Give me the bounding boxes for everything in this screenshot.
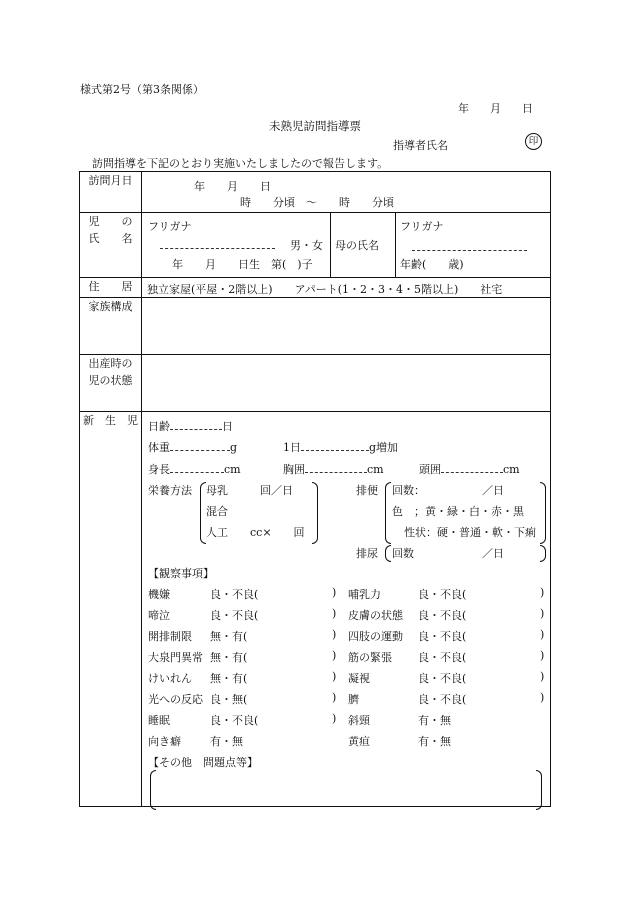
obs-right-value[interactable]: 良・不良( [418, 672, 467, 685]
obs-right-value[interactable]: 良・不良( [418, 630, 467, 643]
obs-left-close: ) [332, 586, 337, 599]
obs-right-value[interactable]: 良・不良( [418, 588, 467, 601]
child-name-label [80, 213, 142, 278]
birth-state-field[interactable] [142, 355, 551, 412]
chest-input[interactable] [305, 461, 367, 473]
child-furigana: フリガナ [148, 220, 192, 233]
child-sex: 男・女 [290, 239, 323, 252]
newborn-label: 新 生 児 [80, 412, 142, 807]
mother-age: 年齢( 歳) [400, 258, 464, 271]
family-label: 家族構成 [80, 298, 142, 355]
feeding-breast-value: 回／日 [260, 484, 293, 497]
form-number: 様式第2号（第3条関係） [80, 83, 204, 96]
obs-left-label: 大泉門異常 [148, 651, 203, 664]
obs-left-value[interactable]: 無・有( [210, 651, 248, 664]
obs-right-label: 筋の緊張 [348, 651, 392, 664]
visit-date-line: 年 月 日 [194, 180, 271, 193]
obs-left-label: けいれん [148, 672, 192, 685]
obs-left-label: 開排制限 [148, 630, 192, 643]
age-unit: 日 [222, 420, 233, 433]
obs-left-label: 向き癖 [148, 735, 181, 748]
head-row [419, 461, 520, 477]
weight-unit: g [230, 441, 238, 454]
obs-left-label: 光への反応 [148, 693, 203, 706]
residence-field[interactable] [142, 278, 551, 298]
obs-left-label: 機嫌 [148, 588, 170, 601]
obs-right-close: ) [540, 670, 545, 683]
obs-left-value[interactable]: 良・無( [210, 693, 248, 706]
other-bracket-right [536, 770, 542, 810]
obs-right-label: 皮膚の状態 [348, 609, 403, 622]
other-heading: 【その他 問題点等】 [148, 756, 258, 769]
obs-right-close: ) [540, 586, 545, 599]
visit-date-field[interactable] [142, 172, 551, 213]
stool-count-value: ／日 [482, 484, 504, 497]
chest-unit: cm [367, 463, 384, 476]
head-input[interactable] [441, 461, 503, 473]
birth-state-label-top: 出産時の [88, 357, 133, 370]
newborn-field [142, 412, 551, 807]
obs-right-value[interactable]: 有・無 [418, 714, 451, 727]
obs-right-value[interactable]: 良・不良( [418, 651, 467, 664]
obs-right-label: 四肢の運動 [348, 630, 403, 643]
date-year: 年 [458, 102, 469, 115]
mother-furigana: フリガナ [400, 220, 444, 233]
stool-bracket-right [540, 482, 546, 544]
child-name-field[interactable] [142, 213, 551, 278]
age-label: 日齢 [148, 420, 170, 433]
height-unit: cm [224, 463, 241, 476]
obs-right-label: 臍 [348, 693, 359, 706]
child-name-line[interactable] [160, 237, 275, 249]
stool-count: 回数： [392, 484, 425, 497]
visit-guidance-form [79, 171, 551, 807]
stool-color: 色 ；黄・緑・白・赤・黒 [392, 505, 524, 518]
obs-right-label: 斜頸 [348, 714, 370, 727]
obs-left-value[interactable]: 無・有( [210, 630, 248, 643]
residence-options: 独立家屋(平屋・2階以上) アパート(1・2・3・4・5階以上) 社宅 [147, 283, 503, 296]
obs-left-close: ) [332, 670, 337, 683]
height-label: 身長 [148, 463, 170, 476]
obs-left-value[interactable]: 無・有( [210, 672, 248, 685]
head-unit: cm [503, 463, 520, 476]
obs-right-close: ) [540, 628, 545, 641]
obs-right-value[interactable]: 良・不良( [418, 693, 467, 706]
height-input[interactable] [170, 461, 224, 473]
obs-left-value[interactable]: 良・不良( [210, 588, 259, 601]
obs-right-value[interactable]: 有・無 [418, 735, 451, 748]
obs-left-value[interactable]: 良・不良( [210, 609, 259, 622]
child-label-bottom: 氏 名 [88, 232, 133, 245]
age-row [148, 418, 233, 434]
observations-heading: 【観察事項】 [148, 567, 214, 580]
feeding-breast: 母乳 [206, 484, 228, 497]
birth-state-label [80, 355, 142, 412]
urine-label: 排尿 [356, 547, 378, 560]
obs-left-label: 啼泣 [148, 609, 170, 622]
obs-left-value[interactable]: 良・不良( [210, 714, 259, 727]
obs-left-close: ) [332, 607, 337, 620]
daily-gain-row [283, 439, 398, 455]
seal-mark: 印 [525, 133, 542, 150]
mother-name-line[interactable] [412, 239, 527, 251]
obs-right-value[interactable]: 良・不良( [418, 609, 467, 622]
obs-left-close: ) [332, 649, 337, 662]
mother-name-label: 母の氏名 [335, 239, 379, 252]
family-field[interactable] [142, 298, 551, 355]
feeding-formula: 人工 [206, 526, 228, 539]
weight-input[interactable] [170, 439, 230, 451]
urine-bracket-left [385, 545, 391, 562]
obs-left-close: ) [332, 628, 337, 641]
date-day: 日 [522, 102, 533, 115]
feeding-formula-value: cc× 回 [250, 526, 305, 539]
weight-row [148, 439, 237, 455]
obs-right-label: 哺乳力 [348, 588, 381, 601]
obs-right-close: ) [540, 607, 545, 620]
urine-count-value: ／日 [482, 547, 504, 560]
daily-gain-unit: g増加 [369, 441, 399, 454]
urine-bracket-right [540, 545, 546, 562]
visit-time-line: 時 分頃 ～ 時 分頃 [240, 196, 394, 209]
age-input[interactable] [170, 418, 222, 430]
obs-right-label: 凝視 [348, 672, 370, 685]
stool-bracket-left [385, 482, 391, 544]
daily-gain-input[interactable] [301, 439, 369, 451]
report-date [458, 100, 554, 116]
weight-label: 体重 [148, 441, 170, 454]
obs-right-close: ) [540, 691, 545, 704]
feeding-label: 栄養方法 [148, 484, 192, 497]
obs-left-value[interactable]: 有・無 [210, 735, 243, 748]
residence-label: 住 居 [80, 278, 142, 298]
chest-row [283, 461, 384, 477]
obs-left-label: 睡眠 [148, 714, 170, 727]
child-birth: 年 月 日生 第( )子 [172, 258, 313, 271]
height-row [148, 461, 241, 477]
feeding-mixed: 混合 [206, 505, 228, 518]
feeding-bracket-right [312, 482, 318, 544]
leader-name-label: 指導者氏名 [393, 139, 448, 152]
visit-date-label: 訪問月日 [80, 172, 142, 213]
date-month: 月 [490, 102, 501, 115]
head-label: 頭囲 [419, 463, 441, 476]
other-bracket-left [150, 770, 156, 810]
obs-right-close: ) [540, 649, 545, 662]
stool-label: 排便 [356, 484, 378, 497]
obs-left-close: ) [332, 691, 337, 704]
chest-label: 胸囲 [283, 463, 305, 476]
intro-text: 訪問指導を下記のとおり実施いたしましたので報告します。 [92, 157, 389, 170]
obs-left-close: ) [332, 712, 337, 725]
daily-gain-label: 1日 [283, 441, 301, 454]
child-label-top: 児 の [88, 215, 133, 228]
obs-right-label: 黄疸 [348, 735, 370, 748]
form-title: 未熟児訪問指導票 [269, 119, 361, 133]
other-notes-field[interactable] [158, 772, 533, 806]
urine-count: 回数 [392, 547, 414, 560]
birth-state-label-bottom: 児の状態 [88, 374, 133, 387]
stool-nature: 性状：硬・普通・軟・下痢 [404, 526, 536, 539]
